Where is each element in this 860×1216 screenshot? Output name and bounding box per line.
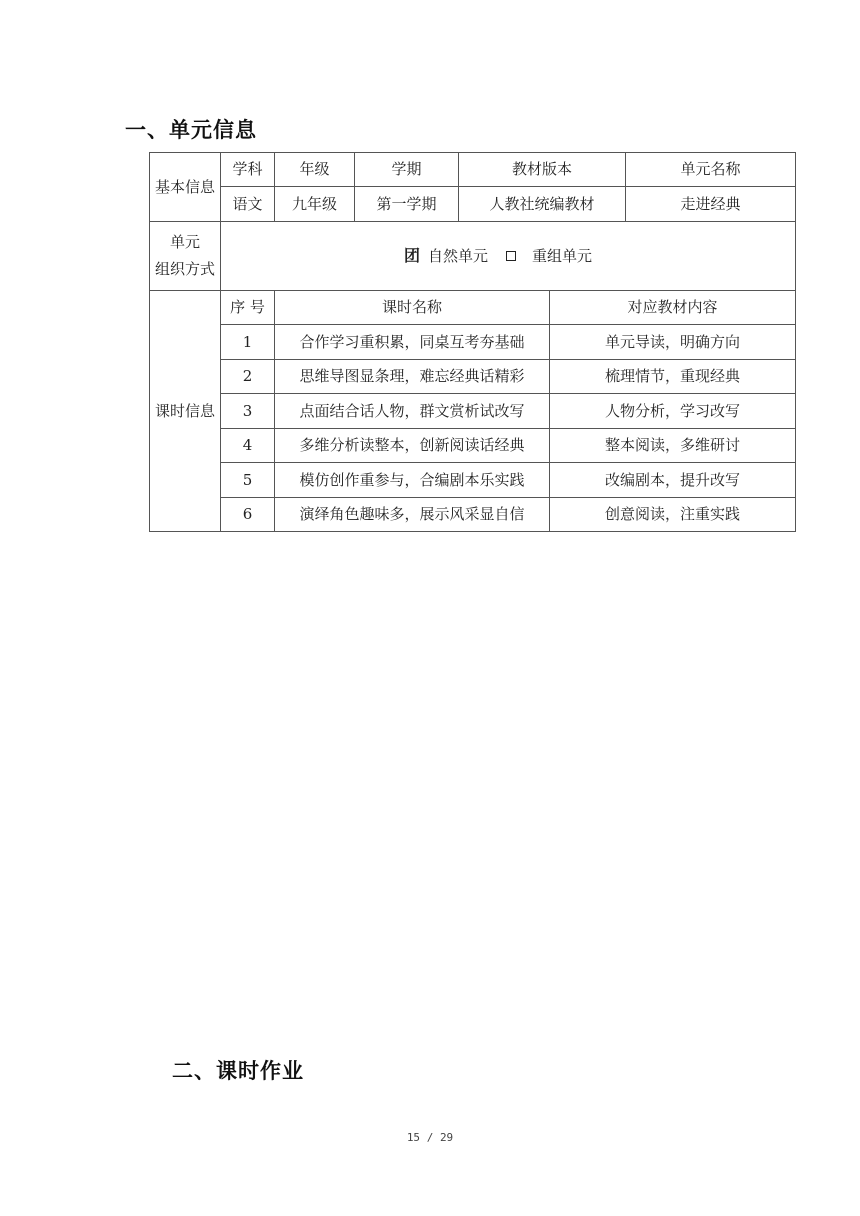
- value-subject: 语文: [232, 194, 263, 213]
- header-lesson-content: 对应教材内容: [627, 298, 718, 316]
- page-total: 29: [439, 1131, 454, 1144]
- lesson-name: 思维导图显条理，难忘经典话精彩: [299, 367, 525, 385]
- lesson-content: 单元导读，明确方向: [604, 332, 740, 351]
- section-title-lesson-homework: 二、课时作业: [172, 1059, 304, 1083]
- value-semester: 第一学期: [376, 194, 437, 213]
- option-natural-unit-label: 自然单元: [427, 246, 488, 265]
- lesson-content: 人物分析，学习改写: [604, 401, 740, 420]
- section-title-unit-info: 一、单元信息: [125, 118, 257, 142]
- organization-label-line1: 单元: [169, 233, 200, 251]
- lesson-name: 合作学习重积累，同桌互考夯基础: [299, 332, 525, 351]
- page-separator: /: [426, 1131, 434, 1144]
- option-natural-unit[interactable]: [404, 248, 488, 264]
- page-number: [0, 1131, 860, 1144]
- organization-label: [149, 221, 221, 291]
- header-grade: 年级: [299, 160, 330, 178]
- lesson-name: 模仿创作重参与，合编剧本乐实践: [299, 470, 525, 489]
- value-textbook-edition: 人教社统编教材: [489, 194, 595, 213]
- page-current: 15: [406, 1131, 421, 1144]
- header-unit-name: 单元名称: [680, 160, 741, 178]
- lesson-name: 演绎角色趣味多，展示风采显自信: [299, 505, 525, 523]
- lesson-name: 多维分析读整本，创新阅读话经典: [299, 436, 525, 454]
- lesson-no: 1: [242, 332, 253, 351]
- lessons-label: 课时信息: [154, 401, 215, 420]
- basic-info-label: 基本信息: [154, 177, 215, 196]
- value-grade: 九年级: [291, 194, 337, 213]
- unchecked-box-icon: [506, 251, 516, 261]
- organization-label-line2: 组织方式: [154, 260, 215, 278]
- lesson-content: 整本阅读，多维研讨: [604, 436, 740, 454]
- option-regrouped-unit-label: 重组单元: [532, 246, 593, 265]
- organization-options: [220, 221, 796, 291]
- header-textbook-edition: 教材版本: [511, 160, 572, 178]
- lesson-name: 点面结合话人物，群文赏析试改写: [299, 401, 525, 420]
- header-semester: 学期: [391, 160, 422, 178]
- lesson-no: 6: [242, 505, 253, 523]
- header-lesson-no: 序 号: [230, 298, 265, 316]
- lesson-content: 创意阅读，注重实践: [604, 505, 740, 523]
- header-lesson-name: 课时名称: [381, 298, 442, 316]
- lesson-no: 4: [242, 436, 253, 454]
- value-unit-name: 走进经典: [680, 194, 741, 213]
- lesson-content: 改编剧本，提升改写: [604, 470, 740, 489]
- lesson-content: 梳理情节，重现经典: [604, 367, 740, 385]
- lesson-no: 3: [242, 401, 253, 420]
- lesson-no: 5: [242, 470, 253, 489]
- lesson-no: 2: [242, 367, 253, 385]
- option-regrouped-unit[interactable]: [506, 246, 593, 265]
- checked-box-icon: 团: [403, 246, 420, 265]
- header-subject: 学科: [232, 160, 263, 178]
